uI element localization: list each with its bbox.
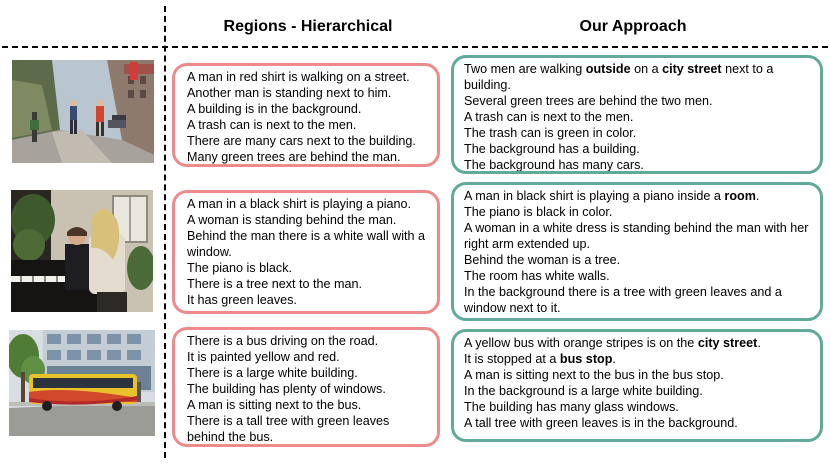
caption-sentence: It has green leaves. [187, 293, 297, 307]
header-our-approach: Our Approach [579, 18, 687, 35]
caption-sentence [464, 109, 812, 125]
caption-sentence [464, 268, 812, 284]
bus-photo [9, 330, 155, 436]
caption-sentence: There is a tall tree with green leaves behind the bus. [187, 414, 390, 444]
caption-sentence: A trash can is next to the men. [187, 118, 357, 132]
caption-sentence [464, 204, 812, 220]
our-approach-caption-box-2 [451, 182, 823, 321]
caption-sentence: A woman is standing behind the man. [187, 213, 397, 227]
caption-sentence: A man is sitting next to the bus. [187, 398, 362, 412]
caption-text: A tall tree with green leaves is in the background. [464, 416, 738, 430]
header-regions-hierarchical: Regions - Hierarchical [223, 18, 393, 35]
caption-sentence: Another man is standing next to him. [187, 86, 392, 100]
street-photo [12, 60, 154, 163]
caption-text: The background has a building. [464, 142, 640, 156]
hierarchical-caption-box-2 [172, 190, 440, 314]
bold-term: bus stop [559, 352, 613, 366]
caption-text: Several green trees are behind the two men. [464, 94, 713, 108]
caption-sentence [464, 351, 812, 367]
caption-sentence [464, 220, 812, 252]
caption-sentence: A building is in the background. [187, 102, 362, 116]
caption-sentence [464, 93, 812, 109]
vertical-divider [164, 6, 166, 458]
hierarchical-caption-box-3 [172, 327, 440, 447]
caption-text: A yellow bus with orange stripes is on the [464, 336, 698, 350]
caption-text: A woman in a white dress is standing behind the man with her right arm extended up. [464, 221, 809, 251]
bold-term: outside [585, 62, 631, 76]
horizontal-divider [2, 46, 828, 48]
our-approach-caption-box-1 [451, 55, 823, 174]
piano-photo [11, 190, 153, 312]
caption-text: . [757, 336, 761, 350]
bold-term: city street [697, 336, 758, 350]
caption-sentence: Many green trees are behind the man. [187, 150, 401, 164]
caption-text: A trash can is next to the men. [464, 110, 634, 124]
caption-text: It is stopped at a [464, 352, 560, 366]
caption-text: The room has white walls. [464, 269, 610, 283]
caption-sentence [464, 61, 812, 93]
hierarchical-caption-box-1 [172, 63, 440, 167]
caption-sentence: There is a large white building. [187, 366, 358, 380]
caption-sentence [464, 157, 812, 173]
caption-text: . [755, 189, 760, 203]
caption-sentence [464, 399, 812, 415]
caption-text: on a [630, 62, 663, 76]
caption-text: The trash can is green in color. [464, 126, 637, 140]
our-approach-caption-box-3 [451, 329, 823, 442]
caption-sentence [464, 252, 812, 268]
caption-sentence [464, 141, 812, 157]
caption-text: A man in black shirt is playing a piano inside a [464, 189, 725, 203]
caption-text: The background has many cars. [464, 158, 644, 172]
caption-sentence [464, 188, 812, 204]
caption-sentence: Behind the man there is a white wall with a window. [187, 229, 426, 259]
caption-sentence: There is a bus driving on the road. [187, 334, 379, 348]
caption-text: In the background is a large white building. [464, 384, 703, 398]
bold-term: room [724, 189, 756, 203]
caption-text: The piano is black in color. [464, 205, 613, 219]
caption-sentence [464, 125, 812, 141]
caption-sentence: A man in red shirt is walking on a street. [187, 70, 410, 84]
caption-sentence: It is painted yellow and red. [187, 350, 340, 364]
caption-sentence [464, 284, 812, 316]
caption-text: Two men are walking [464, 62, 586, 76]
caption-sentence [464, 383, 812, 399]
caption-sentence: There is a tree next to the man. [187, 277, 363, 291]
caption-sentence: A man in a black shirt is playing a piano. [187, 197, 412, 211]
caption-text: next to a building. [464, 62, 774, 92]
caption-sentence [464, 367, 812, 383]
caption-text: The building has many glass windows. [464, 400, 679, 414]
caption-text: A man is sitting next to the bus in the bus stop. [464, 368, 724, 382]
caption-sentence [464, 335, 812, 351]
caption-sentence [464, 415, 812, 431]
bold-term: city street [662, 62, 722, 76]
caption-sentence: The building has plenty of windows. [187, 382, 386, 396]
caption-sentence: There are many cars next to the building. [187, 134, 416, 148]
caption-text: Behind the woman is a tree. [464, 253, 621, 267]
caption-sentence: The piano is black. [187, 261, 293, 275]
caption-text: . [612, 352, 616, 366]
caption-text: In the background there is a tree with green leaves and a window next to it. [464, 285, 782, 315]
